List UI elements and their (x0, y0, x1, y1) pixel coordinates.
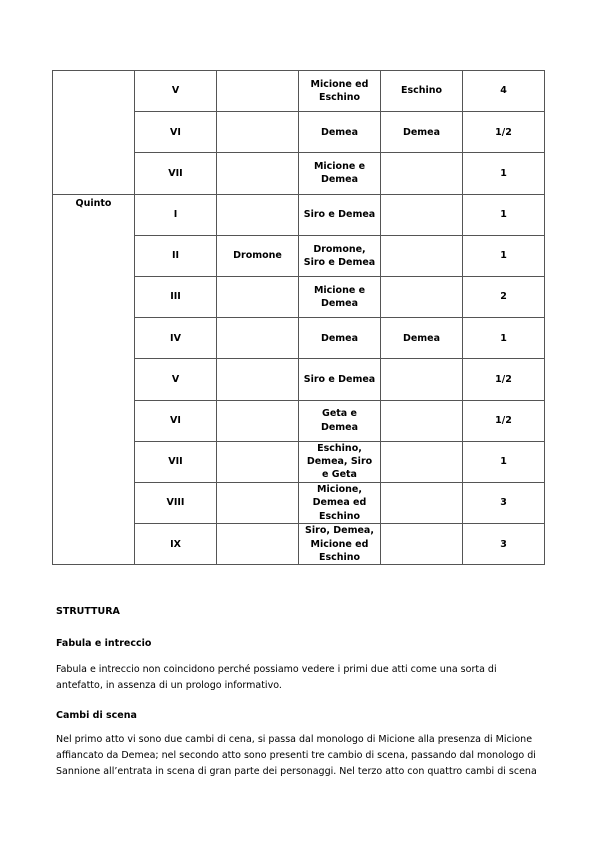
entering-character-cell (217, 194, 299, 235)
exiting-character-cell (381, 153, 463, 194)
table-row (53, 194, 545, 235)
characters-cell: Dromone, Siro e Demea (299, 235, 381, 276)
characters-cell: Micione e Demea (299, 153, 381, 194)
duration-cell: 1 (463, 318, 545, 359)
duration-cell: 1 (463, 235, 545, 276)
exiting-character-cell (381, 276, 463, 317)
characters-cell: Micione e Demea (299, 276, 381, 317)
exiting-character-cell (381, 524, 463, 565)
duration-cell: 1/2 (463, 400, 545, 441)
fabula-heading: Fabula e intreccio (56, 638, 152, 649)
table-row (53, 71, 545, 112)
fabula-paragraph: Fabula e intreccio non coincidono perché possiamo vedere i primi due atti come una sorta di antefatto, in assenza di un prologo informativo. (56, 664, 497, 691)
scene-number-cell: III (135, 276, 217, 317)
cambi-heading: Cambi di scena (56, 710, 137, 721)
entering-character-cell (217, 441, 299, 482)
scene-number-cell: IV (135, 318, 217, 359)
characters-cell: Eschino, Demea, Siro e Geta (299, 441, 381, 482)
characters-cell: Demea (299, 318, 381, 359)
section-title: STRUTTURA (56, 606, 120, 617)
duration-cell: 3 (463, 524, 545, 565)
scene-number-cell: V (135, 71, 217, 112)
exiting-character-cell: Eschino (381, 71, 463, 112)
duration-cell: 1 (463, 441, 545, 482)
duration-cell: 2 (463, 276, 545, 317)
scene-table-body (53, 71, 545, 565)
duration-cell: 1 (463, 194, 545, 235)
entering-character-cell: Dromone (217, 235, 299, 276)
entering-character-cell (217, 359, 299, 400)
duration-cell: 4 (463, 71, 545, 112)
scene-number-cell: V (135, 359, 217, 400)
scene-number-cell: II (135, 235, 217, 276)
characters-cell: Siro, Demea, Micione ed Eschino (299, 524, 381, 565)
entering-character-cell (217, 71, 299, 112)
entering-character-cell (217, 153, 299, 194)
scene-number-cell: VI (135, 400, 217, 441)
scene-number-cell: VII (135, 153, 217, 194)
scene-number-cell: IX (135, 524, 217, 565)
entering-character-cell (217, 400, 299, 441)
exiting-character-cell (381, 400, 463, 441)
entering-character-cell (217, 524, 299, 565)
characters-cell: Siro e Demea (299, 194, 381, 235)
cambi-paragraph: Nel primo atto vi sono due cambi di cena, si passa dal monologo di Micione alla presenza di Micione affiancato da Demea; nel secondo atto sono presenti tre cambio di scena, passando dal monologo di Sannione all’entrata in scena di gran parte dei personaggi. Nel terzo atto con quattro cambi di scena (56, 734, 537, 777)
exiting-character-cell (381, 441, 463, 482)
characters-cell: Demea (299, 112, 381, 153)
exiting-character-cell (381, 482, 463, 523)
duration-cell: 1 (463, 153, 545, 194)
entering-character-cell (217, 318, 299, 359)
characters-cell: Geta e Demea (299, 400, 381, 441)
duration-cell: 1/2 (463, 359, 545, 400)
scene-number-cell: I (135, 194, 217, 235)
scene-number-cell: VI (135, 112, 217, 153)
scene-number-cell: VII (135, 441, 217, 482)
entering-character-cell (217, 276, 299, 317)
characters-cell: Micione ed Eschino (299, 71, 381, 112)
duration-cell: 1/2 (463, 112, 545, 153)
entering-character-cell (217, 482, 299, 523)
act-cell (53, 71, 135, 195)
characters-cell: Micione, Demea ed Eschino (299, 482, 381, 523)
exiting-character-cell: Demea (381, 112, 463, 153)
duration-cell: 3 (463, 482, 545, 523)
exiting-character-cell (381, 359, 463, 400)
entering-character-cell (217, 112, 299, 153)
exiting-character-cell (381, 194, 463, 235)
exiting-character-cell: Demea (381, 318, 463, 359)
scene-table (52, 70, 545, 565)
characters-cell: Siro e Demea (299, 359, 381, 400)
scene-number-cell: VIII (135, 482, 217, 523)
exiting-character-cell (381, 235, 463, 276)
act-cell: Quinto (53, 194, 135, 565)
